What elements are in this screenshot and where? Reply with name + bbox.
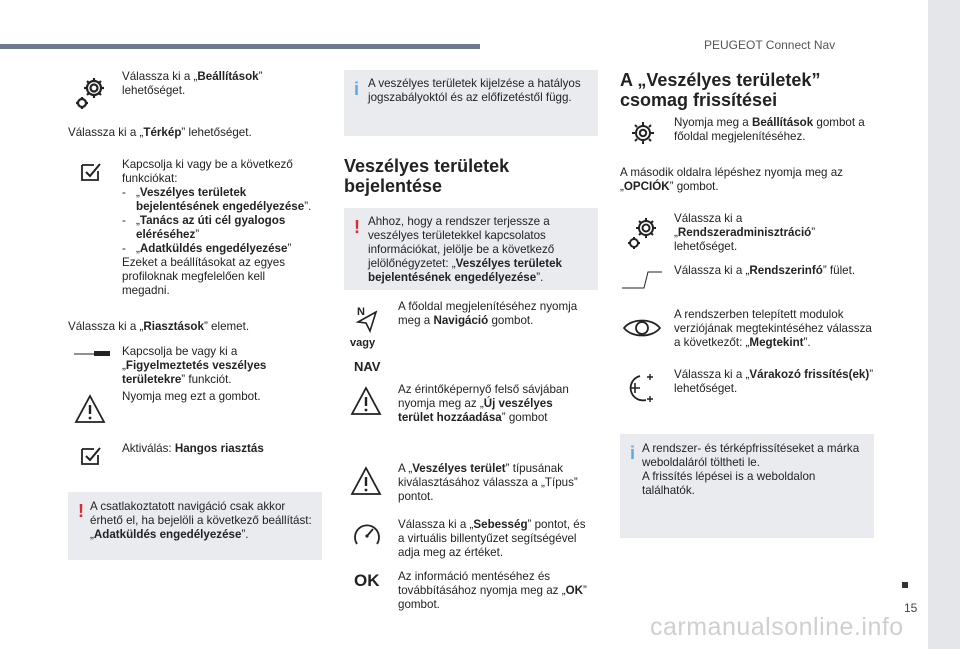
nav-button-label: NAV <box>354 359 381 374</box>
col1-toggle-features: Kapcsolja ki vagy be a következő funkciókat: - „Veszélyes területek bejelentésének engedélyezése”. - „Tanács az úti cél gyalogos eléréséhez” - „Adatküldés engedélyezése” Ezeket a beállításokat az egyes profiloknak megfelelően kell megadni. <box>122 158 312 297</box>
col3-info-text: A rendszer- és térképfrissítéseket a márka weboldaláról töltheti le. A frissítés lépései is a weboldalon találhatók. <box>642 442 860 497</box>
page-header-title: PEUGEOT Connect Nav <box>704 38 836 52</box>
col1-activate-audio: Aktiválás: Hangos riasztás <box>122 442 264 455</box>
system-settings-gear-icon <box>626 214 660 250</box>
warning-exclamation-icon: ! <box>354 217 360 237</box>
col3-title: A „Veszélyes területek” csomag frissítései <box>620 70 821 110</box>
col3-info-box <box>620 434 874 538</box>
tab-icon <box>622 270 662 290</box>
pending-updates-icon <box>622 372 658 404</box>
col2-info-box <box>344 70 598 136</box>
col2-step-speed: Válassza ki a „Sebesség” pontot, és a virtuális billentyűzet segítségével adja meg az értéket. <box>398 518 586 559</box>
nav-north-label: N <box>357 306 365 318</box>
col1-warning-box <box>68 492 322 560</box>
info-icon: i <box>630 443 636 463</box>
col2-step-add-hazard: Az érintőképernyő felső sávjában nyomja meg az „Új veszélyes terület hozzáadása” gombot <box>398 383 569 424</box>
col3-step-pending-updates: Válassza ki a „Várakozó frissítés(ek)” lehetőséget. <box>674 368 874 395</box>
info-icon: i <box>354 79 360 99</box>
col3-step-sysinfo: Válassza ki a „Rendszerinfó” fület. <box>674 264 856 277</box>
col2-title: Veszélyes területek bejelentése <box>344 156 510 196</box>
watermark: carmanualsonline.info <box>650 613 904 641</box>
col1-step-map: Válassza ki a „Térkép” lehetőséget. <box>68 126 252 139</box>
navigation-arrow-icon <box>354 308 380 334</box>
col3-step-sysadmin: Válassza ki a „Rendszeradminisztráció” lehetőséget. <box>674 212 816 253</box>
col3-step-settings: Nyomja meg a Beállítások gombot a főoldal megjelenítéséhez. <box>674 116 865 143</box>
or-label: vagy <box>350 337 376 349</box>
page-edge-strip <box>928 0 960 649</box>
col1-step-alerts: Válassza ki a „Riasztások” elemet. <box>68 320 250 333</box>
warning-triangle-icon <box>350 386 382 416</box>
eye-view-icon <box>622 316 662 340</box>
page-bullet <box>902 582 908 588</box>
checkbox-icon <box>80 446 102 466</box>
warning-triangle-icon <box>74 394 106 424</box>
page-number: 15 <box>904 601 918 615</box>
col2-step-navigation: A főoldal megjelenítéséhez nyomja meg a Navigáció gombot. <box>398 300 578 327</box>
settings-gear-icon <box>628 118 658 148</box>
col3-step-view-modules: A rendszerben telepített modulok verziójának megtekintéséhez válassza a következőt: „Megtekint”. <box>674 308 872 349</box>
col2-warning-text: Ahhoz, hogy a rendszer terjessze a veszélyes területekkel kapcsolatos információkat, jelölje be a következő jelölőnégyzetet: „Veszélyes területek bejelentésének engedélyezése”. <box>368 215 563 284</box>
col2-step-type: A „Veszélyes terület” típusának kiválasztásához válassza a „Típus” pontot. <box>398 462 578 503</box>
col1-press-button: Nyomja meg ezt a gombot. <box>122 390 261 403</box>
ok-button-label: OK <box>354 571 380 590</box>
col2-info-text: A veszélyes területek kijelzése a hatályos jogszabályoktól és az előfizetéstől függ. <box>368 77 581 104</box>
checkbox-icon <box>80 162 102 182</box>
warning-triangle-icon <box>350 466 382 496</box>
tab-bar-icon <box>74 350 110 358</box>
settings-gear-icon <box>74 74 108 110</box>
col2-warning-box <box>344 208 598 290</box>
col1-step-settings: Válassza ki a „Beállítások” lehetőséget. <box>122 70 263 97</box>
header-rule <box>0 44 480 49</box>
col1-warning-text: A csatlakoztatott navigáció csak akkor érhető el, ha bejelöli a következő beállítást: „Adatküldés engedélyezése”. <box>90 500 312 541</box>
warning-exclamation-icon: ! <box>78 501 84 521</box>
col1-toggle-hazard-warning: Kapcsolja be vagy ki a „Figyelmeztetés veszélyes területekre” funkciót. <box>122 345 267 386</box>
col3-step-options: A második oldalra lépéshez nyomja meg az „OPCIÓK” gombot. <box>620 166 843 193</box>
speedometer-icon <box>352 520 382 550</box>
col2-step-ok: Az információ mentéséhez és továbbításához nyomja meg az „OK” gombot. <box>398 570 587 611</box>
